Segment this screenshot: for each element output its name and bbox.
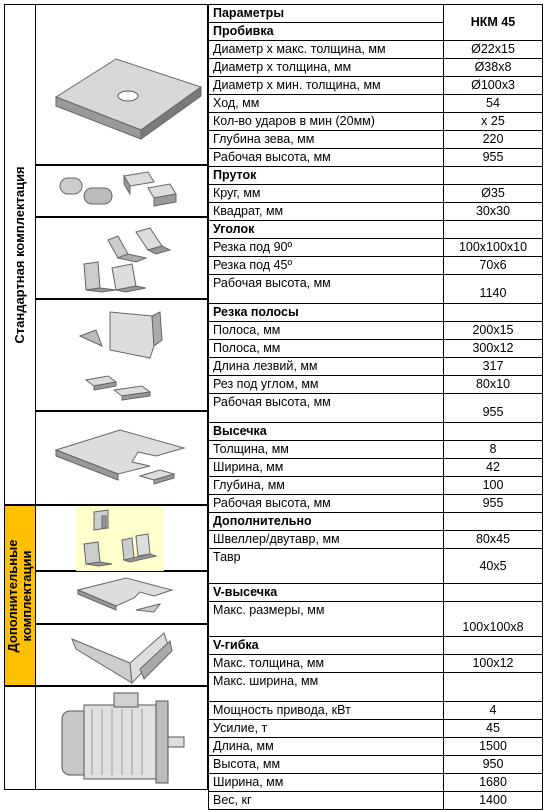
table-row [209, 394, 543, 423]
table-row [209, 549, 543, 584]
section-row-strip [209, 304, 543, 322]
angle-image [36, 217, 208, 299]
param-label: Ход, мм [209, 95, 444, 113]
param-value: 950 [444, 756, 543, 774]
table-row [209, 257, 543, 275]
param-value: Ø38x8 [444, 59, 543, 77]
table-row [209, 441, 543, 459]
param-value: 80x10 [444, 376, 543, 394]
param-value [444, 673, 543, 702]
param-value: Ø100x3 [444, 77, 543, 95]
param-label: Ширина, мм [209, 774, 444, 792]
param-value: 100x12 [444, 655, 543, 673]
param-label: Квадрат, мм [209, 203, 444, 221]
param-label: Ширина, мм [209, 459, 444, 477]
param-label: Круг, мм [209, 185, 444, 203]
section-row-angle [209, 221, 543, 239]
param-label: Рабочая высота, мм [209, 495, 444, 513]
table-row [209, 774, 543, 792]
additional-image [36, 505, 208, 571]
param-label: Швеллер/двутавр, мм [209, 531, 444, 549]
param-label: Рабочая высота, мм [209, 149, 444, 167]
param-label: Тавр [209, 549, 444, 584]
table-row [209, 358, 543, 376]
param-label: Диаметр х мин. толщина, мм [209, 77, 444, 95]
param-label: Резка под 90º [209, 239, 444, 257]
param-label: Диаметр х толщина, мм [209, 59, 444, 77]
param-value: 70x6 [444, 257, 543, 275]
table-row [209, 495, 543, 513]
section-row-extra [209, 513, 543, 531]
param-value: 45 [444, 720, 543, 738]
table-row [209, 113, 543, 131]
model-header: НКМ 45 [444, 5, 543, 41]
param-value: 1500 [444, 738, 543, 756]
table-row [209, 59, 543, 77]
table-row [209, 239, 543, 257]
params-header: Параметры [209, 5, 444, 23]
motor-image [36, 686, 208, 790]
table-row [209, 376, 543, 394]
table-row [209, 340, 543, 358]
section-title-vbend: V-гибка [209, 637, 444, 655]
param-value: 40x5 [444, 549, 543, 584]
table-row [209, 792, 543, 810]
section-title-notch: Высечка [209, 423, 444, 441]
table-row [209, 149, 543, 167]
bar-image [36, 165, 208, 217]
param-value: 100x100x10 [444, 239, 543, 257]
strip-cutting-image [36, 299, 208, 411]
param-value: 955 [444, 149, 543, 167]
param-value: 955 [444, 394, 543, 423]
v-notching-image [36, 571, 208, 624]
param-label: Рабочая высота, мм [209, 275, 444, 304]
param-label: Рабочая высота, мм [209, 394, 444, 423]
table-row [209, 41, 543, 59]
table-row [209, 702, 543, 720]
param-value: 8 [444, 441, 543, 459]
param-value: 955 [444, 495, 543, 513]
param-label: Глубина зева, мм [209, 131, 444, 149]
section-title-extra: Дополнительно [209, 513, 444, 531]
additional-configuration-band [4, 505, 36, 686]
param-value: 100 [444, 477, 543, 495]
param-label: Глубина, мм [209, 477, 444, 495]
param-value: 42 [444, 459, 543, 477]
param-label: Макс. размеры, мм [209, 602, 444, 637]
table-row [209, 95, 543, 113]
param-label: Рез под углом, мм [209, 376, 444, 394]
param-label: Толщина, мм [209, 441, 444, 459]
section-row-vnotch [209, 584, 543, 602]
param-label: Полоса, мм [209, 322, 444, 340]
table-row [209, 602, 543, 637]
table-row [209, 77, 543, 95]
param-value: 1400 [444, 792, 543, 810]
table-row [209, 531, 543, 549]
spec-table [208, 4, 543, 810]
param-label: Резка под 45º [209, 257, 444, 275]
table-row [209, 275, 543, 304]
table-row [209, 655, 543, 673]
param-value: 220 [444, 131, 543, 149]
param-value: 1140 [444, 275, 543, 304]
section-title-strip: Резка полосы [209, 304, 444, 322]
param-label: Мощность привода, кВт [209, 702, 444, 720]
param-label: Вес, кг [209, 792, 444, 810]
param-value: 80x45 [444, 531, 543, 549]
param-label: Макс. ширина, мм [209, 673, 444, 702]
param-value: Ø35 [444, 185, 543, 203]
additional-configuration-label: Дополнительные комплектации [5, 539, 34, 652]
section-title-punching: Пробивка [209, 23, 444, 41]
table-row [209, 720, 543, 738]
param-value: 30x30 [444, 203, 543, 221]
param-label: Длина, мм [209, 738, 444, 756]
header-row [209, 5, 543, 23]
table-row [209, 673, 543, 702]
section-row-vbend [209, 637, 543, 655]
section-row-bar [209, 167, 543, 185]
param-value: 200x15 [444, 322, 543, 340]
param-value: 54 [444, 95, 543, 113]
table-row [209, 738, 543, 756]
param-value: 4 [444, 702, 543, 720]
table-row [209, 203, 543, 221]
punching-image [36, 4, 208, 165]
param-value: 1680 [444, 774, 543, 792]
param-value: 317 [444, 358, 543, 376]
section-title-angle: Уголок [209, 221, 444, 239]
param-value: Ø22x15 [444, 41, 543, 59]
param-value: x 25 [444, 113, 543, 131]
table-row [209, 131, 543, 149]
param-value: 100x100x8 [444, 602, 543, 637]
param-value: 300x12 [444, 340, 543, 358]
table-row [209, 459, 543, 477]
table-row [209, 756, 543, 774]
param-label: Макс. толщина, мм [209, 655, 444, 673]
param-label: Высота, мм [209, 756, 444, 774]
table-row [209, 185, 543, 203]
param-label: Усилие, т [209, 720, 444, 738]
section-title-vnotch: V-высечка [209, 584, 444, 602]
section-title-bar: Пруток [209, 167, 444, 185]
section-row-notch [209, 423, 543, 441]
standard-configuration-band [4, 4, 36, 505]
v-bending-image [36, 624, 208, 686]
general-band [4, 686, 36, 790]
param-label: Диаметр х макс. толщина, мм [209, 41, 444, 59]
standard-configuration-label: Стандартная комплектация [12, 165, 27, 344]
table-row [209, 322, 543, 340]
param-label: Полоса, мм [209, 340, 444, 358]
notching-image [36, 411, 208, 505]
param-label: Длина лезвий, мм [209, 358, 444, 376]
table-row [209, 477, 543, 495]
param-label: Кол-во ударов в мин (20мм) [209, 113, 444, 131]
